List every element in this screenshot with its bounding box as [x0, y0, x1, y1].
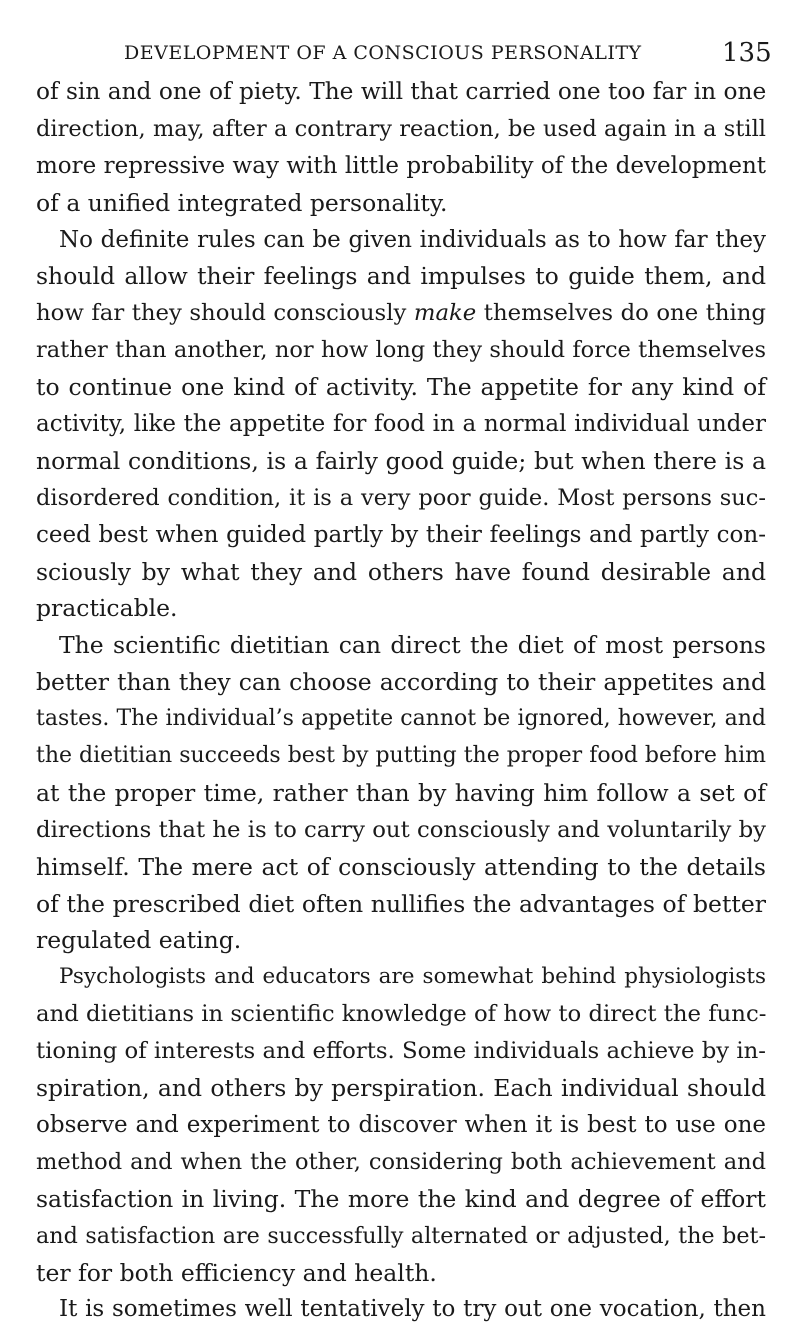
text-line: himself. The mere act of consciously attending to the details	[36, 852, 766, 881]
text-line: should allow their feelings and impulses to guide them, and	[36, 262, 766, 291]
text-line: direction, may, after a contrary reaction, be used again in a still	[36, 115, 766, 142]
text-line: Psychologists and educators are somewhat behind physiologists	[59, 964, 766, 990]
text-line: of sin and one of piety. The will that carried one too far in one	[36, 78, 767, 105]
text-line: sciously by what they and others have found desirable and	[36, 557, 766, 586]
text-line: practicable.	[36, 594, 178, 623]
text-run: how far they should consciously	[36, 300, 414, 327]
text-line: activity, like the appetite for food in a normal individual under	[36, 411, 766, 438]
page-number: 135	[722, 38, 772, 68]
text-run: themselves do one thing	[476, 300, 766, 327]
text-line: normal conditions, is a fairly good guide; but when there is a	[36, 446, 766, 475]
text-line: of the prescribed diet often nullifies the advantages of better	[36, 889, 766, 918]
text-line: method and when the other, considering both achievement and	[36, 1148, 766, 1175]
text-line: and dietitians in scientific knowledge of how to direct the func-	[36, 1001, 767, 1028]
text-line: tastes. The individual’s appetite cannot be ignored, however, and	[36, 706, 766, 732]
text-line: tioning of interests and efforts. Some individuals achieve by in-	[36, 1038, 766, 1065]
text-line: better than they can choose according to their appetites and	[36, 668, 766, 697]
text-line: spiration, and others by perspiration. Each individual should	[36, 1074, 766, 1103]
text-line	[36, 295, 766, 332]
text-line: of a unified integrated personality.	[36, 188, 448, 217]
text-line: more repressive way with little probability of the development	[36, 152, 766, 179]
text-line: No definite rules can be given individuals as to how far they	[59, 226, 766, 253]
text-line: satisfaction in living. The more the kind and degree of effort	[36, 1184, 766, 1213]
text-line: It is sometimes well tentatively to try out one vocation, then	[59, 1296, 766, 1323]
text-line: directions that he is to carry out consciously and voluntarily by	[36, 816, 766, 843]
text-line: to continue one kind of activity. The appetite for any kind of	[36, 373, 766, 402]
text-line: regulated eating.	[36, 926, 242, 955]
text-line: rather than another, nor how long they should force themselves	[36, 337, 766, 364]
text-line: The scientific dietitian can direct the diet of most persons	[59, 631, 766, 660]
text-line: observe and experiment to discover when it is best to use one	[36, 1111, 766, 1138]
running-head: DEVELOPMENT OF A CONSCIOUS PERSONALITY	[124, 42, 642, 64]
text-line: ter for both efficiency and health.	[36, 1258, 437, 1287]
text-line: ceed best when guided partly by their feelings and partly con-	[36, 521, 766, 548]
text-line: the dietitian succeeds best by putting the proper food before him	[36, 743, 766, 769]
body-text	[36, 74, 766, 1328]
text-line: at the proper time, rather than by having him follow a set of	[36, 778, 766, 807]
text-line: disordered condition, it is a very poor guide. Most persons suc-	[36, 484, 766, 511]
text-line: and satisfaction are successfully alternated or adjusted, the bet-	[36, 1222, 766, 1249]
emphasized-word: make	[413, 300, 477, 327]
